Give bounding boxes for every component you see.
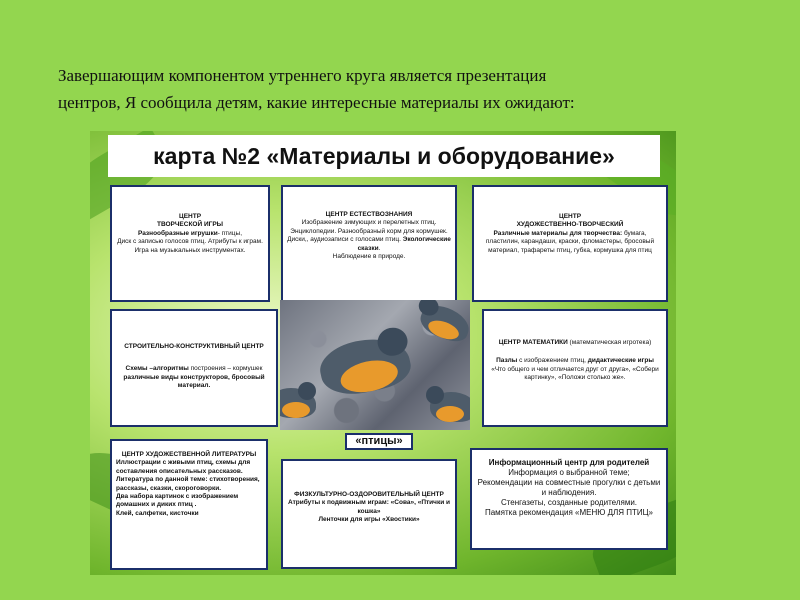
box-creative-play <box>110 185 270 302</box>
box-line: Два набора картинок с изображением домашних и диких птиц . <box>116 493 239 509</box>
box-text: построения – кормушек <box>188 365 263 373</box>
box-heading: ФИЗКУЛЬТУРНО-ОЗДОРОВИТЕЛЬНЫЙ ЦЕНТР <box>294 491 444 498</box>
box-line: Литература по данной теме: стихотворения, рассказы, сказки, скороговорки. <box>116 476 260 492</box>
box-heading: ЦЕНТР ХУДОЖЕСТВЕННОЙ ЛИТЕРАТУРЫ <box>121 451 257 458</box>
box-sport <box>281 459 457 569</box>
slide-title: карта №2 «Материалы и оборудование» <box>108 135 660 177</box>
slide <box>90 131 676 575</box>
box-text: . Наблюдение в природе. <box>332 244 406 261</box>
box-construction <box>110 309 278 427</box>
bird-image <box>280 388 316 418</box>
box-text: с изображением птиц, <box>517 357 588 365</box>
box-heading: ЦЕНТР ТВОРЧЕСКОЙ ИГРЫ <box>156 213 224 229</box>
box-parents <box>470 448 668 550</box>
box-heading: ЦЕНТР ЕСТЕСТВОЗНАНИЯ <box>325 211 413 218</box>
box-text: Изображение зимующих и перелетных птиц. Энциклопедии. Разнообразный корм для кормушек. Диски,, аудиозаписи с голосами птиц. <box>287 219 448 244</box>
box-heading: СТРОИТЕЛЬНО-КОНСТРУКТИВНЫЙ ЦЕНТР <box>124 343 264 350</box>
box-line: Ленточки для игры «Хвостики» <box>318 516 420 524</box>
box-nature <box>281 185 457 302</box>
bird-image <box>430 392 470 422</box>
box-line: Информация о выбранной теме; <box>508 468 630 477</box>
box-text: «Что общего и чем отличается друг от друга», «Собери картинку», «Положи столько же». <box>491 365 659 382</box>
box-text: бумага, пластилин, карандаши, краски, фломастеры, бросовый материал, трафареты птиц, губка, кормушка для птиц <box>485 229 655 254</box>
box-heading: ЦЕНТР МАТЕМАТИКИ <box>498 339 568 346</box>
box-bold: Различные материалы для творчества: <box>493 229 623 237</box>
intro-text <box>58 62 758 116</box>
box-heading-note: (математическая игротека) <box>567 339 652 346</box>
box-bold: Разнообразные игрушки <box>137 229 218 237</box>
box-bold: различные виды конструкторов, бросовый материал. <box>123 373 265 390</box>
intro-line-2: центров, Я сообщила детям, какие интересные материалы их ожидают: <box>58 93 575 112</box>
box-line: Рекомендации на совместные прогулки с детьми и наблюдения. <box>477 478 661 497</box>
bird-image <box>416 300 470 345</box>
box-line: Памятка рекомендация «МЕНЮ ДЛЯ ПТИЦ» <box>484 508 654 517</box>
box-art <box>472 185 668 302</box>
box-bold: Пазлы <box>496 357 518 365</box>
box-text: - птицы, Диск с записью голосов птиц. Атрибуты к играм. Игра на музыкальных инструментах. <box>117 229 263 254</box>
box-bold: Схемы –алгоритмы <box>125 365 189 373</box>
box-line: Иллюстрации с живыми птиц, схемы для составления описательных рассказов. <box>116 459 251 475</box>
box-heading: Информационный центр для родителей <box>488 458 650 467</box>
box-heading: ЦЕНТР ХУДОЖЕСТВЕННО-ТВОРЧЕСКИЙ <box>516 213 624 229</box>
bird-photo <box>280 300 470 430</box>
box-bold: Экологические сказки <box>357 236 451 252</box>
bird-image <box>316 331 415 401</box>
box-math <box>482 309 668 427</box>
box-literature <box>110 439 268 570</box>
box-bold: дидактические игры <box>587 357 654 365</box>
center-label: «птицы» <box>345 433 413 450</box>
box-line: Атрибуты к подвижным играм: «Сова», «Птички и кошка» <box>288 499 450 515</box>
box-line: Стенгазеты, созданные родителями. <box>500 498 638 507</box>
intro-line-1: Завершающим компонентом утреннего круга является презентация <box>58 66 547 85</box>
box-line: Клей, салфетки, кисточки <box>116 509 199 517</box>
